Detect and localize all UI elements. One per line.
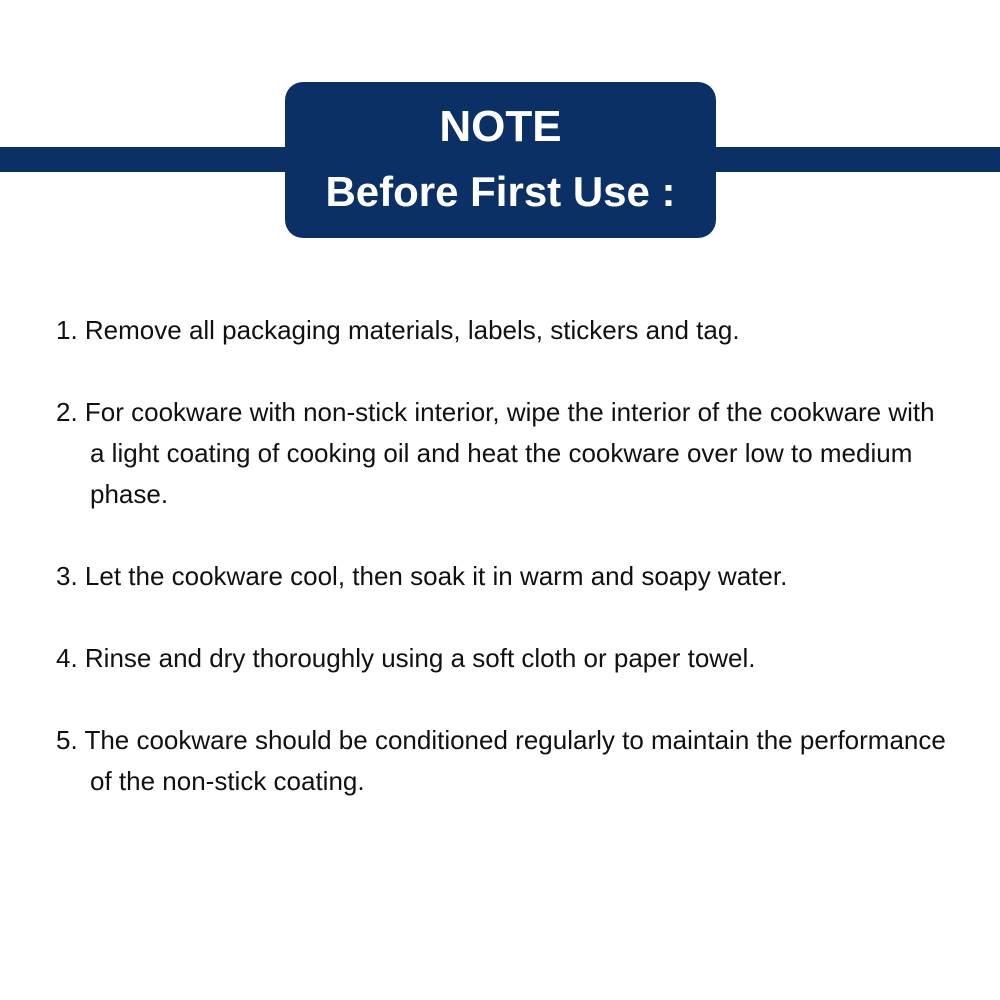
instruction-item-1: 1. Remove all packaging materials, labels, stickers and tag. (56, 315, 740, 345)
instruction-item-3: 3. Let the cookware cool, then soak it in warm and soapy water. (56, 561, 788, 591)
instruction-list (56, 310, 956, 802)
instruction-item-4: 4. Rinse and dry thoroughly using a soft cloth or paper towel. (56, 643, 756, 673)
title-box (285, 82, 716, 238)
instruction-item-5: 5. The cookware should be conditioned regularly to maintain the performance of the non-stick coating. (56, 725, 946, 796)
before-first-use-heading: Before First Use : (325, 168, 676, 215)
note-heading: NOTE (439, 102, 562, 151)
instruction-item-2: 2. For cookware with non-stick interior, wipe the interior of the cookware with a light coating of cooking oil and heat the cookware over low to medium phase. (56, 397, 935, 509)
